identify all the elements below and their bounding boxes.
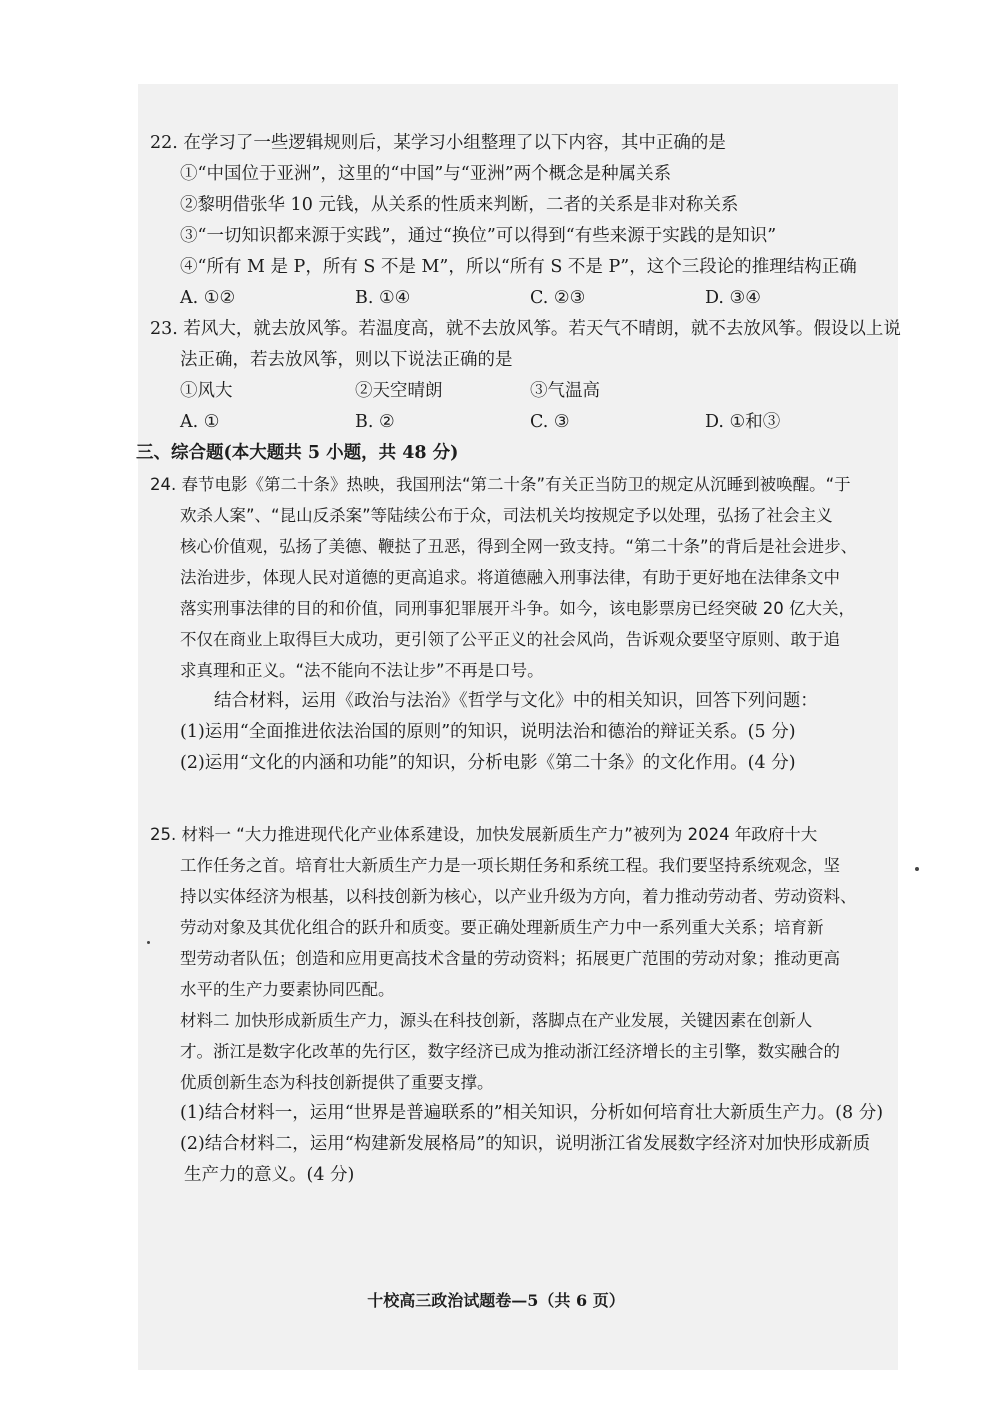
question-23 bbox=[150, 314, 901, 438]
q25-material-2-line-1: 材料二 加快形成新质生产力，源头在科技创新，落脚点在产业发展，关键因素在创新人 bbox=[180, 1011, 813, 1030]
q23-item-2: ②天空晴朗 bbox=[355, 381, 443, 401]
question-22 bbox=[150, 128, 890, 314]
q24-instruction: 结合材料，运用《政治与法治》《哲学与文化》中的相关知识，回答下列问题： bbox=[214, 691, 818, 711]
q22-option-a: A. ①② bbox=[180, 288, 236, 308]
q25-sub-question-1: (1)结合材料一，运用“世界是普遍联系的”相关知识，分析如何培育壮大新质生产力。(8 分) bbox=[180, 1103, 884, 1123]
q23-option-b: B. ② bbox=[355, 412, 395, 432]
q23-option-c: C. ③ bbox=[530, 412, 570, 432]
q24-line-4: 法治进步，体现人民对道德的更高追求。将道德融入刑事法律，有助于更好地在法律条文中 bbox=[180, 568, 840, 587]
question-25 bbox=[150, 819, 890, 1098]
q25-material-1-line-1: 25. 材料一 “大力推进现代化产业体系建设，加快发展新质生产力”被列为 2024 年政府十大 bbox=[150, 825, 818, 844]
q22-item-2: ②黎明借张华 10 元钱，从关系的性质来判断，二者的关系是非对称关系 bbox=[180, 195, 739, 215]
q24-line-5: 落实刑事法律的目的和价值，同刑事犯罪展开斗争。如今，该电影票房已经突破 20 亿大关， bbox=[180, 599, 855, 618]
q22-stem: 22. 在学习了一些逻辑规则后，某学习小组整理了以下内容，其中正确的是 bbox=[150, 133, 726, 153]
q23-options bbox=[150, 407, 890, 438]
q25-material-1-line-5: 型劳动者队伍；创造和应用更高技术含量的劳动资料；拓展更广范围的劳动对象；推动更高 bbox=[180, 949, 840, 968]
scan-speck bbox=[915, 867, 919, 871]
q25-material-2-line-2: 才。浙江是数字化改革的先行区，数字经济已成为推动浙江经济增长的主引擎，数实融合的 bbox=[180, 1042, 840, 1061]
q25-material-1-line-3: 持以实体经济为根基，以科技创新为核心，以产业升级为方向，着力推动劳动者、劳动资料、 bbox=[180, 887, 857, 906]
q24-sub-question-2: (2)运用“文化的内涵和功能”的知识，分析电影《第二十条》的文化作用。(4 分) bbox=[180, 753, 796, 773]
q25-material-2-line-3: 优质创新生态为科技创新提供了重要支撑。 bbox=[180, 1073, 494, 1092]
q23-items bbox=[150, 376, 890, 407]
q25-sub-question-2-line-2: 生产力的意义。(4 分) bbox=[184, 1165, 355, 1185]
q22-item-4: ④“所有 M 是 P，所有 S 不是 M”，所以“所有 S 不是 P”，这个三段论的推理结构正确 bbox=[180, 257, 857, 277]
q24-line-7: 求真理和正义。“法不能向不法让步”不再是口号。 bbox=[180, 661, 544, 680]
page-footer: 十校高三政治试题卷—5（共 6 页） bbox=[367, 1291, 625, 1310]
q23-option-d: D. ①和③ bbox=[705, 412, 781, 432]
q23-item-1: ①风大 bbox=[180, 381, 233, 401]
exam-content bbox=[136, 128, 901, 1191]
section-3-heading: 三、综合题(本大题共 5 小题，共 48 分) bbox=[136, 443, 459, 463]
q25-material-1-line-4: 劳动对象及其优化组合的跃升和质变。要正确处理新质生产力中一系列重大关系；培育新 bbox=[180, 918, 824, 937]
q25-material-1-line-6: 水平的生产力要素协同匹配。 bbox=[180, 980, 395, 999]
q24-sub-question-1: (1)运用“全面推进依法治国的原则”的知识，说明法治和德治的辩证关系。(5 分) bbox=[180, 722, 796, 742]
q24-line-2: 欢杀人案”、“昆山反杀案”等陆续公布于众，司法机关均按规定予以处理，弘扬了社会主义 bbox=[180, 506, 833, 525]
q23-stem-line-2: 法正确，若去放风筝，则以下说法正确的是 bbox=[180, 350, 513, 370]
q25-sub-question-2-line-1: (2)结合材料二，运用“构建新发展格局”的知识，说明浙江省发展数字经济对加快形成新质 bbox=[180, 1134, 871, 1154]
q22-option-d: D. ③④ bbox=[705, 288, 761, 308]
q22-item-3: ③“一切知识都来源于实践”，通过“换位”可以得到“有些来源于实践的是知识” bbox=[180, 226, 777, 246]
q22-option-c: C. ②③ bbox=[530, 288, 586, 308]
q24-line-1: 24. 春节电影《第二十条》热映，我国刑法“第二十条”有关正当防卫的规定从沉睡到被唤醒。“于 bbox=[150, 475, 851, 494]
q22-item-1: ①“中国位于亚洲”，这里的“中国”与“亚洲”两个概念是种属关系 bbox=[180, 164, 672, 184]
q23-stem-line-1: 23. 若风大，就去放风筝。若温度高，就不去放风筝。若天气不晴朗，就不去放风筝。假设以上说 bbox=[150, 319, 901, 339]
scan-speck bbox=[147, 941, 150, 944]
q23-item-3: ③气温高 bbox=[530, 381, 600, 401]
q23-option-a: A. ① bbox=[180, 412, 220, 432]
q22-options bbox=[150, 283, 890, 314]
question-24 bbox=[150, 469, 890, 686]
q25-material-1-line-2: 工作任务之首。培育壮大新质生产力是一项长期任务和系统工程。我们要坚持系统观念，坚 bbox=[180, 856, 840, 875]
q22-option-b: B. ①④ bbox=[355, 288, 411, 308]
q24-line-6: 不仅在商业上取得巨大成功，更引领了公平正义的社会风尚，告诉观众要坚守原则、敢于追 bbox=[180, 630, 840, 649]
q24-line-3: 核心价值观，弘扬了美德、鞭挞了丑恶，得到全网一致支持。“第二十条”的背后是社会进步、 bbox=[180, 537, 858, 556]
